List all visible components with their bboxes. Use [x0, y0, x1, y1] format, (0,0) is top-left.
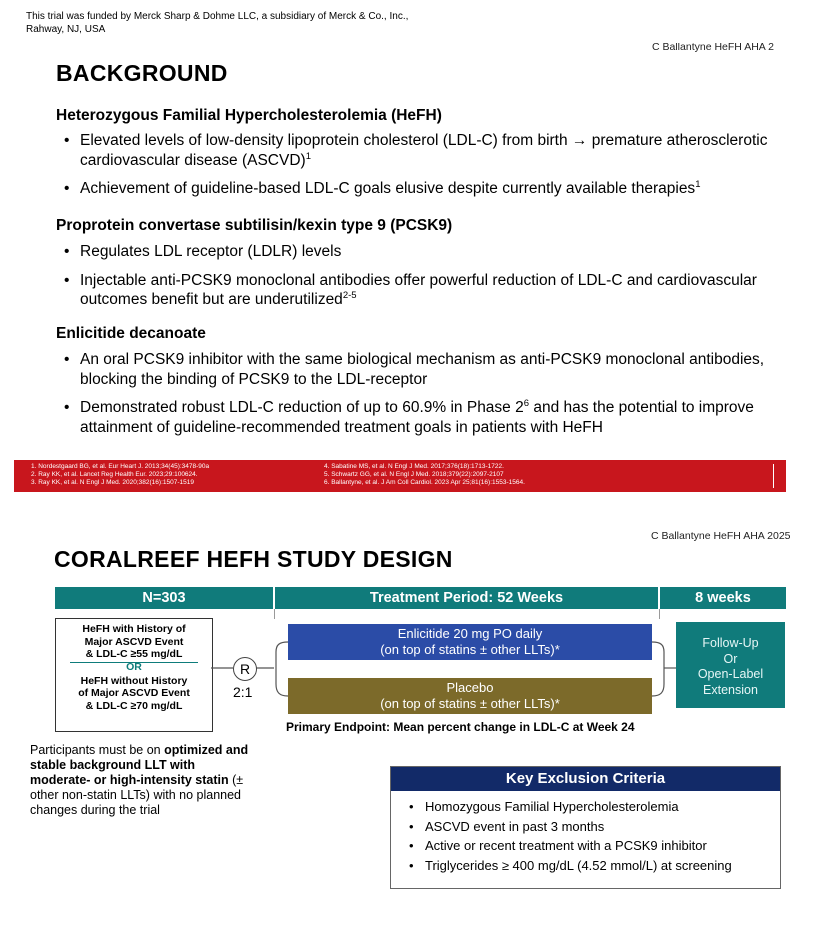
header-treatment-period: Treatment Period: 52 Weeks	[275, 587, 658, 609]
exclusion-title: Key Exclusion Criteria	[391, 767, 780, 791]
exclusion-list	[391, 797, 780, 875]
section-heading-hefh: Heterozygous Familial Hypercholesterolemia (HeFH)	[56, 107, 442, 124]
arm-enlicitide: Enlicitide 20 mg PO daily (on top of statins ± other LLTs)*	[288, 624, 652, 660]
reference-item: 4. Sabatine MS, et al. N Engl J Med. 2017;376(18):1713-1722.	[324, 463, 504, 470]
population-or-divider: OR	[56, 661, 212, 675]
list-item: • Injectable anti-PCSK9 monoclonal antibodies offer powerful reduction of LDL-C and cardiovascular outcomes benefit but are underutilized$^{2-5}$	[56, 271, 796, 310]
section-heading-pcsk9: Proprotein convertase subtilisin/kexin type 9 (PCSK9)	[56, 217, 453, 234]
study-design-title: CORALREEF HEFH STUDY DESIGN	[54, 546, 453, 572]
list-item: • Demonstrated robust LDL-C reduction of up to 60.9% in Phase $2^6$ and has the potential to improve attainment of guideline-recommended treatment goals in patients with HeFH	[56, 398, 796, 437]
key-exclusion-criteria	[390, 766, 781, 889]
section-heading-enlicitide: Enlicitide decanoate	[56, 325, 206, 342]
header-follow-up-weeks: 8 weeks	[660, 587, 786, 609]
header-n: N=303	[55, 587, 273, 609]
primary-endpoint: Primary Endpoint: Mean percent change in LDL-C at Week 24	[286, 720, 635, 734]
reference-item: 2. Ray KK, et al. Lancet Reg Health Eur. 2023;29:100624.	[31, 471, 198, 478]
watermark-study: C Ballantyne HeFH AHA 2025	[651, 530, 791, 542]
background-title: BACKGROUND	[56, 60, 228, 86]
reference-item: 6. Ballantyne, et al. J Am Coll Cardiol. 2023 Apr 25;81(16):1553-1564.	[324, 479, 525, 486]
population-without-history: HeFH without History of Major ASCVD Event & LDL-C ≥70 mg/dL	[78, 674, 190, 712]
list-item: • Triglycerides ≥ 400 mg/dL (4.52 mmol/L) at screening	[391, 856, 780, 876]
list-item: • Achievement of guideline-based LDL-C goals elusive despite currently available therapies$^1$	[56, 179, 796, 199]
arm-placebo: Placebo (on top of statins ± other LLTs)*	[288, 678, 652, 714]
reference-item: 1. Nordestgaard BG, et al. Eur Heart J. 2013;34(45):3478-90a	[31, 463, 210, 470]
list-item: • Active or recent treatment with a PCSK9 inhibitor	[391, 836, 780, 856]
participants-note: Participants must be on optimized and stable background LLT with moderate- or high-intensity statin (± other non-statin LLTs) with no planned changes during the trial	[30, 743, 249, 817]
randomization-ratio: 2:1	[233, 684, 253, 700]
list-item: • An oral PCSK9 inhibitor with the same biological mechanism as anti-PCSK9 monoclonal antibodies, blocking the binding of PCSK9 to the LDL-receptor	[56, 350, 796, 389]
population-with-history: HeFH with History of Major ASCVD Event & LDL-C ≥55 mg/dL	[82, 623, 186, 660]
reference-item: 5. Schwartz GG, et al. N Engl J Med. 2018;379(22):2097-2107	[324, 471, 504, 478]
funding-note: This trial was funded by Merck Sharp & Dohme LLC, a subsidiary of Merck & Co., Inc., Rahway, NJ, USA	[26, 11, 409, 35]
follow-up-box: Follow-Up Or Open-Label Extension	[676, 622, 785, 708]
reference-item: 3. Ray KK, et al. N Engl J Med. 2020;382(16):1507-1519	[31, 479, 194, 486]
list-item: • Elevated levels of low-density lipoprotein cholesterol (LDL-C) from birth → premature atherosclerotic cardiovascular disease (ASCVD)$^1$	[56, 131, 796, 170]
randomization-circle: R	[233, 657, 257, 681]
watermark-top: C Ballantyne HeFH AHA 2	[652, 43, 774, 52]
list-item: • Regulates LDL receptor (LDLR) levels	[56, 242, 796, 262]
list-item: • Homozygous Familial Hypercholesterolemia	[391, 797, 780, 817]
list-item: • ASCVD event in past 3 months	[391, 817, 780, 837]
